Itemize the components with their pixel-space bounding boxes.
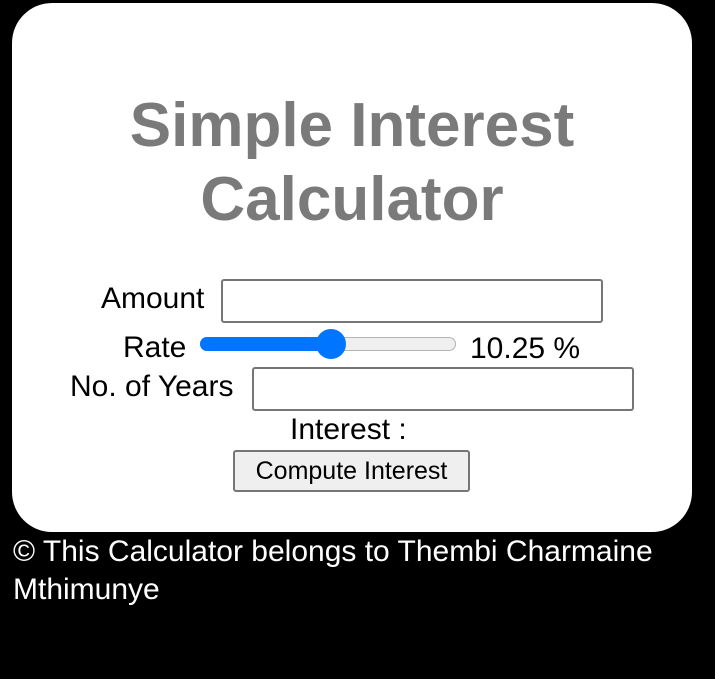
rate-slider-thumb[interactable] — [316, 329, 346, 359]
rate-slider-fill — [200, 337, 333, 351]
interest-label — [290, 412, 407, 448]
compute-interest-button[interactable]: Compute Interest — [233, 450, 470, 492]
rate-value-display: 10.25 % — [470, 332, 581, 365]
title-line-2: Calculator — [200, 165, 504, 234]
years-input[interactable] — [252, 367, 634, 411]
page-title — [12, 89, 692, 237]
footer-copyright: © This Calculator belongs to Thembi Charmaine Mthimunye — [13, 535, 653, 606]
interest-label-text: Interest : — [290, 413, 407, 446]
amount-label: Amount — [101, 282, 205, 315]
title-line-1: Simple Interest — [129, 91, 575, 160]
rate-label: Rate — [123, 331, 187, 364]
amount-input[interactable] — [221, 279, 603, 323]
calculator-card — [12, 3, 692, 532]
years-label: No. of Years — [70, 370, 234, 403]
